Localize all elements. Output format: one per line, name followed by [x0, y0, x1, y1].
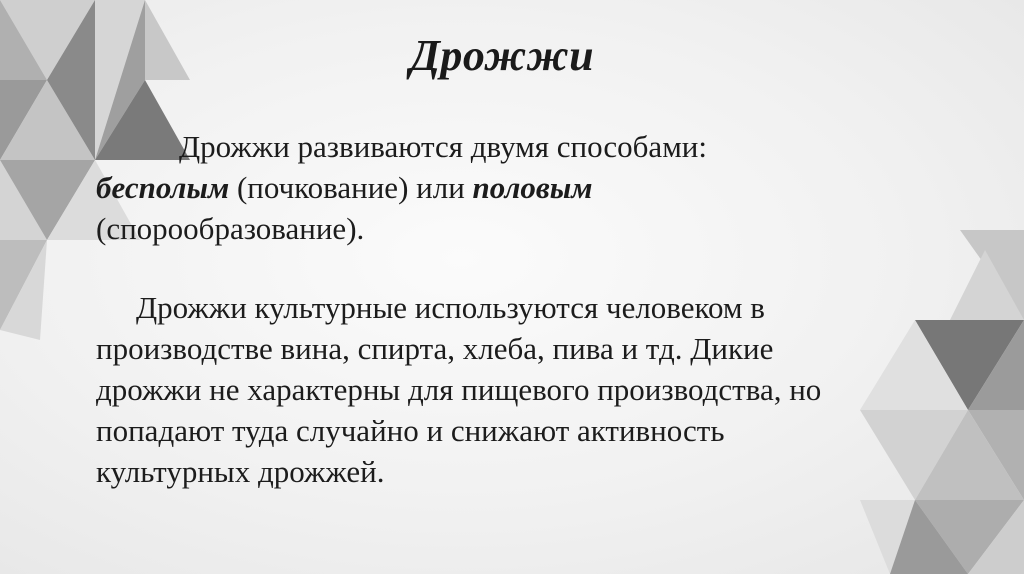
paragraph-line: (спорообразование).: [96, 211, 365, 246]
paragraph-line: попадают туда случайно и снижают активность: [96, 413, 725, 448]
slide-title: Дрожжи: [409, 31, 595, 80]
usage-paragraph: [96, 287, 916, 492]
sexual-term: половым: [472, 170, 593, 205]
paragraph-line: производстве вина, спирта, хлеба, пива и тд. Дикие: [96, 331, 774, 366]
paragraph-line: Дрожжи культурные используются человеком в: [136, 290, 765, 325]
paragraph-line: Дрожжи развиваются двумя способами:: [179, 129, 708, 164]
reproduction-paragraph: [96, 126, 916, 249]
asexual-term: бесполым: [96, 170, 230, 205]
paragraph-text: (почкование) или: [229, 170, 473, 205]
paragraph-line: культурных дрожжей.: [96, 454, 385, 489]
paragraph-line: дрожжи не характерны для пищевого производства, но: [96, 372, 822, 407]
